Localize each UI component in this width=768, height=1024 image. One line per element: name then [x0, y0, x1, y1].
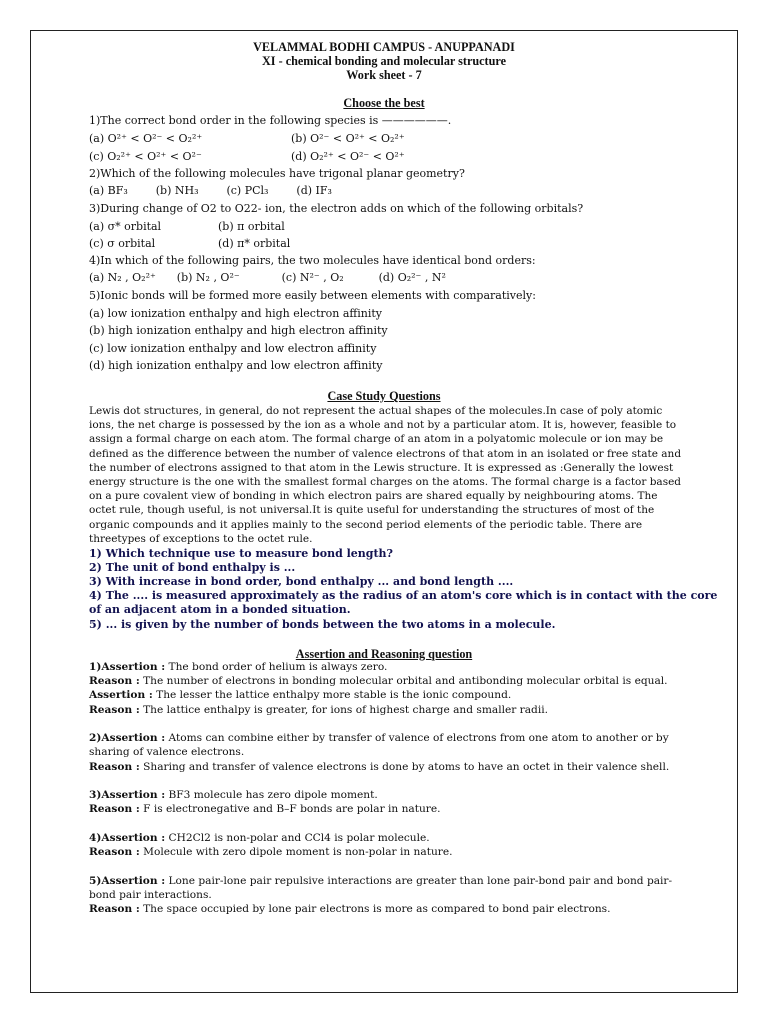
assertion-label: 2)Assertion : — [89, 732, 166, 744]
q1-option-a: (a) O²⁺ < O²⁻ < O₂²⁺ — [89, 132, 203, 145]
case-study-title: Case Study Questions — [327, 389, 441, 403]
assertion-1b — [89, 689, 511, 701]
reason-text: Sharing and transfer of valence electrons is done by atoms to have an octet in their valence shell. — [139, 761, 670, 773]
reason-text: Molecule with zero dipole moment is non-polar in nature. — [139, 846, 453, 858]
assertion-1 — [89, 661, 387, 673]
paragraph-line: organic compounds and it applies mainly to the second period elements of the periodic table. There are — [89, 518, 643, 531]
paragraph-line: threetypes of exceptions to the octet rule. — [89, 532, 313, 545]
assertion-text: BF3 molecule has zero dipole moment. — [165, 789, 378, 801]
q5-option-a: (a) low ionization enthalpy and high electron affinity — [89, 307, 382, 320]
q3-stem: 3)During change of O2 to O22- ion, the electron adds on which of the following orbitals? — [89, 202, 584, 215]
assertion-5-cont: bond pair interactions. — [89, 889, 212, 901]
assertion-text: The bond order of helium is always zero. — [165, 661, 388, 673]
q2-options: (a) BF₃ (b) NH₃ (c) PCl₃ (d) IF₃ — [89, 184, 332, 197]
reason-1 — [89, 675, 668, 687]
reason-3 — [89, 803, 441, 815]
q5-option-d: (d) high ionization enthalpy and low electron affinity — [89, 359, 383, 372]
assertion-5 — [89, 875, 672, 887]
reason-2 — [89, 761, 669, 773]
reason-label: Reason : — [89, 675, 140, 687]
case-study-paragraph — [89, 404, 709, 546]
assertion-label: 5)Assertion : — [89, 875, 166, 887]
mcq-section-title: Choose the best — [343, 96, 425, 110]
case-question-4: 4) The .... is measured approximately as the radius of an atom's core which is in contact with the core — [89, 589, 718, 602]
paragraph-line: assign a formal charge on each atom. The formal charge of an atom in a polyatomic molecule or ion may be — [89, 433, 664, 446]
q1-option-d: (d) O₂²⁺ < O²⁻ < O²⁺ — [291, 150, 405, 163]
reason-text: The space occupied by lone pair electrons is more as compared to bond pair electrons. — [139, 903, 611, 915]
paragraph-line: defined as the difference between the number of valence electrons of that atom in an isolated or free state and — [89, 447, 682, 460]
paragraph-line: ions, the net charge is possessed by the ion as a whole and not by a particular atom. It is, however, feasible to — [89, 419, 677, 432]
reason-label: Reason : — [89, 903, 140, 915]
q5-option-b: (b) high ionization enthalpy and high electron affinity — [89, 324, 388, 337]
reason-1b — [89, 704, 548, 716]
q1-option-c: (c) O₂²⁺ < O²⁺ < O²⁻ — [89, 150, 202, 163]
assertion-4 — [89, 832, 430, 844]
assertion-label: 4)Assertion : — [89, 832, 166, 844]
q5-option-c: (c) low ionization enthalpy and low electron affinity — [89, 342, 377, 355]
assertion-label: 1)Assertion : — [89, 661, 166, 673]
q3-option-d: (d) π* orbital — [218, 237, 291, 250]
q4-stem: 4)In which of the following pairs, the two molecules have identical bond orders: — [89, 254, 536, 267]
reason-label: Reason : — [89, 761, 140, 773]
paragraph-line: the number of electrons assigned to that atom in the Lewis structure. It is expressed as :Generally the lowest — [89, 461, 674, 474]
paragraph-line: on a pure covalent view of bonding in which electron pairs are shared equally by neighbouring atoms. The — [89, 490, 658, 503]
case-question-3: 3) With increase in bond order, bond enthalpy ... and bond length .... — [89, 575, 514, 588]
assertion-2-cont: sharing of valence electrons. — [89, 746, 245, 758]
assertion-text: Lone pair-lone pair repulsive interactions are greater than lone pair-bond pair and bond pair- — [165, 875, 673, 887]
assertion-label: 3)Assertion : — [89, 789, 166, 801]
case-question-4-cont: of an adjacent atom in a bonded situation. — [89, 603, 351, 616]
reason-label: Reason : — [89, 803, 140, 815]
reason-4 — [89, 846, 452, 858]
q1-stem: 1)The correct bond order in the following species is ——————. — [89, 114, 452, 127]
assertion-label: Assertion : — [89, 689, 153, 701]
worksheet-number: Work sheet - 7 — [346, 68, 422, 82]
case-question-2: 2) The unit of bond enthalpy is ... — [89, 561, 296, 574]
q2-stem: 2)Which of the following molecules have trigonal planar geometry? — [89, 167, 465, 180]
assertion-section-title: Assertion and Reasoning question — [295, 647, 473, 661]
reason-label: Reason : — [89, 704, 140, 716]
reason-label: Reason : — [89, 846, 140, 858]
q3-option-a: (a) σ* orbital — [89, 220, 162, 233]
case-question-5: 5) ... is given by the number of bonds between the two atoms in a molecule. — [89, 618, 556, 631]
assertion-text: Atoms can combine either by transfer of valence of electrons from one atom to another or by — [165, 732, 669, 744]
paragraph-line: energy structure is the one with the smallest formal charges on the atoms. The formal charge is a factor based — [89, 476, 682, 489]
paragraph-line: octet rule, though useful, is not universal.It is quite useful for understanding the structures of most of the — [89, 504, 655, 517]
assertion-text: CH2Cl2 is non-polar and CCl4 is polar molecule. — [165, 832, 430, 844]
q4-options: (a) N₂ , O₂²⁺ (b) N₂ , O²⁻ (c) N²⁻ , O₂ (d) O₂²⁻ , N² — [89, 271, 446, 284]
school-name: VELAMMAL BODHI CAMPUS - ANUPPANADI — [253, 40, 515, 54]
q3-option-c: (c) σ orbital — [89, 237, 156, 250]
q1-option-b: (b) O²⁻ < O²⁺ < O₂²⁺ — [291, 132, 405, 145]
assertion-2 — [89, 732, 669, 744]
reason-text: F is electronegative and B–F bonds are polar in nature. — [139, 803, 441, 815]
reason-text: The number of electrons in bonding molecular orbital and antibonding molecular orbital is equal. — [139, 675, 668, 687]
q3-option-b: (b) π orbital — [218, 220, 285, 233]
case-question-1: 1) Which technique use to measure bond length? — [89, 547, 393, 560]
q5-stem: 5)Ionic bonds will be formed more easily between elements with comparatively: — [89, 289, 536, 302]
paragraph-line: Lewis dot structures, in general, do not represent the actual shapes of the molecules.In case of poly atomic — [89, 405, 663, 417]
assertion-3 — [89, 789, 378, 801]
reason-text: The lattice enthalpy is greater, for ions of highest charge and smaller radii. — [139, 704, 548, 716]
reason-5 — [89, 903, 610, 915]
worksheet-subject: XI - chemical bonding and molecular structure — [262, 54, 506, 68]
assertion-text: The lesser the lattice enthalpy more stable is the ionic compound. — [152, 689, 512, 701]
